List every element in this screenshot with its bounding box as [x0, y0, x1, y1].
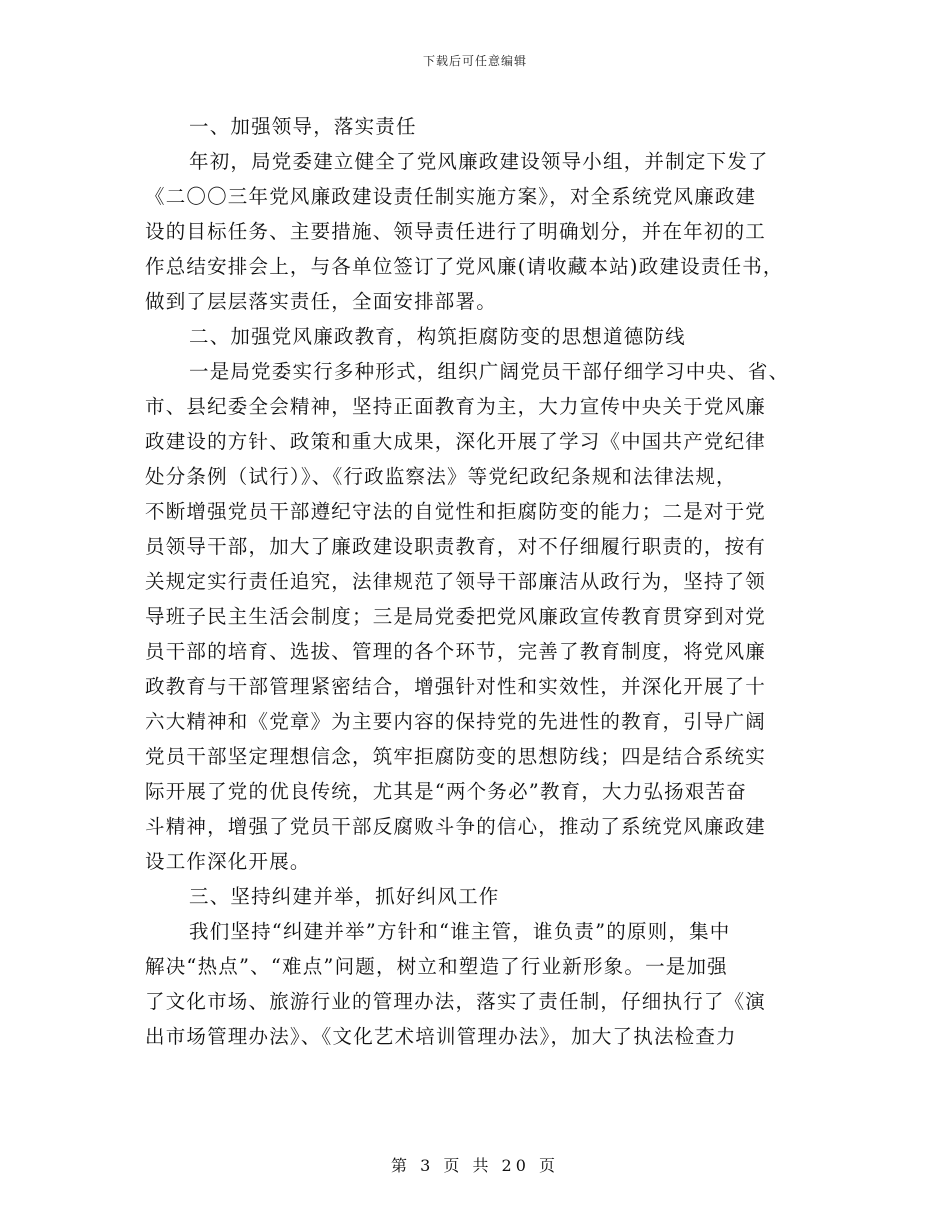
section-heading-1: 一、加强领导，落实责任 — [189, 115, 417, 138]
paragraph-line: 处分条例（试行）》、《行政监察法》等党纪政纪条规和法律法规， — [145, 465, 737, 488]
paragraph-line: 斗精神，增强了党员干部反腐败斗争的信心，推动了系统党风廉政建 — [145, 815, 767, 838]
section-heading-2: 二、加强党风廉政教育，构筑拒腐防变的思想道德防线 — [189, 325, 686, 348]
paragraph-line: 做到了层层落实责任，全面安排部署。 — [145, 290, 497, 313]
paragraph-line: 解决“热点”、“难点”问题，树立和塑造了行业新形象。一是加强 — [145, 955, 728, 978]
paragraph-line: 际开展了党的优良传统，尤其是“两个务必”教育，大力弘扬艰苦奋 — [145, 780, 747, 803]
paragraph-line: 政教育与干部管理紧密结合，增强针对性和实效性，并深化开展了十 — [145, 675, 767, 698]
paragraph-line: 年初，局党委建立健全了党风廉政建设领导小组，并制定下发了 — [189, 150, 769, 173]
paragraph-line: 设的目标任务、主要措施、领导责任进行了明确划分，并在年初的工 — [145, 220, 767, 243]
paragraph-line: 市、县纪委全会精神，坚持正面教育为主，大力宣传中央关于党风廉 — [145, 395, 767, 418]
paragraph-line: 关规定实行责任追究，法律规范了领导干部廉洁从政行为，坚持了领 — [145, 570, 767, 593]
paragraph-line: 党员干部坚定理想信念，筑牢拒腐防变的思想防线；四是结合系统实 — [145, 745, 767, 768]
paragraph-line: 设工作深化开展。 — [145, 850, 311, 873]
paragraph-line: 一是局党委实行多种形式，组织广阔党员干部仔细学习中央、省、 — [189, 360, 790, 383]
section-heading-3: 三、坚持纠建并举，抓好纠风工作 — [189, 885, 500, 908]
page-header: 下载后可任意编辑 — [422, 54, 527, 68]
paragraph-line: 我们坚持“纠建并举”方针和“谁主管，谁负责”的原则，集中 — [189, 920, 731, 943]
paragraph-line: 员干部的培育、选拔、管理的各个环节，完善了教育制度，将党风廉 — [145, 640, 767, 663]
paragraph-line: 了文化市场、旅游行业的管理办法，落实了责任制，仔细执行了《演 — [145, 990, 767, 1013]
paragraph-line: 出市场管理办法》、《文化艺术培训管理办法》，加大了执法检查力 — [145, 1025, 737, 1048]
paragraph-line: 导班子民主生活会制度；三是局党委把党风廉政宣传教育贯穿到对党 — [145, 605, 767, 628]
paragraph-line: 作总结安排会上，与各单位签订了党风廉(请收藏本站)政建设责任书， — [145, 255, 784, 278]
paragraph-line: 员领导干部，加大了廉政建设职责教育，对不仔细履行职责的，按有 — [145, 535, 767, 558]
paragraph-line: 政建设的方针、政策和重大成果，深化开展了学习《中国共产党纪律 — [145, 430, 767, 453]
document-body — [145, 109, 810, 1054]
paragraph-line: 六大精神和《党章》为主要内容的保持党的先进性的教育，引导广阔 — [145, 710, 767, 733]
page-number-footer: 第 3 页 共 20 页 — [391, 1156, 559, 1175]
paragraph-line: 《二〇〇三年党风廉政建设责任制实施方案》，对全系统党风廉政建 — [145, 185, 757, 208]
paragraph-line: 不断增强党员干部遵纪守法的自觉性和拒腐防变的能力；二是对于党 — [145, 500, 767, 523]
